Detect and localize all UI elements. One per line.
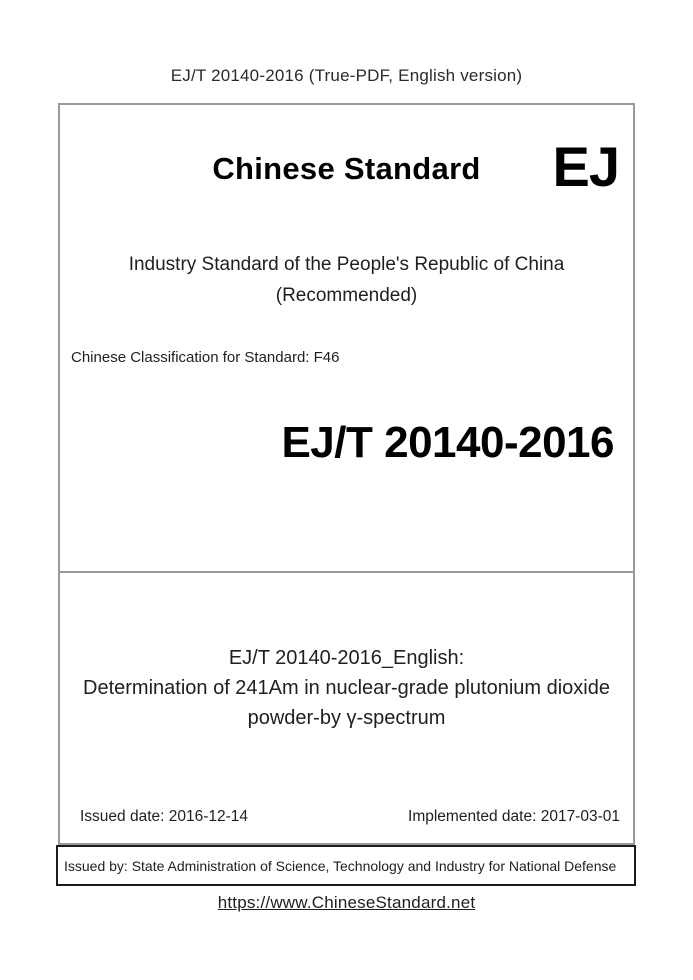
dates-row: [60, 808, 633, 830]
section-divider: [60, 571, 633, 573]
issuer-label: Issued by: State Administration of Science, Technology and Industry for National Defense: [64, 857, 617, 874]
issuer-box: [56, 845, 636, 886]
classification-label: Chinese Classification for Standard: F46: [71, 349, 340, 366]
standard-prefix-logo: EJ: [552, 135, 619, 198]
issued-date-label: Issued date: 2016-12-14: [80, 808, 249, 825]
recommended-subtitle: (Recommended): [275, 285, 418, 306]
industry-standard-subtitle: Industry Standard of the People's Republic of China: [128, 254, 565, 275]
footer: [0, 893, 693, 913]
brand-title: Chinese Standard: [212, 151, 481, 186]
standard-number: EJ/T 20140-2016: [281, 418, 614, 467]
cover-main-box: [58, 103, 635, 845]
website-link[interactable]: https://www.ChineseStandard.net: [217, 893, 476, 912]
english-title-line-1: EJ/T 20140-2016_English:: [228, 647, 465, 669]
english-title-block: [60, 643, 633, 733]
english-title-line-2: Determination of 241Am in nuclear-grade plutonium dioxide: [83, 677, 610, 699]
english-title-line-3: powder-by γ-spectrum: [247, 707, 446, 729]
page-header-title: EJ/T 20140-2016 (True-PDF, English version): [170, 66, 523, 85]
implemented-date-label: Implemented date: 2017-03-01: [408, 808, 620, 825]
